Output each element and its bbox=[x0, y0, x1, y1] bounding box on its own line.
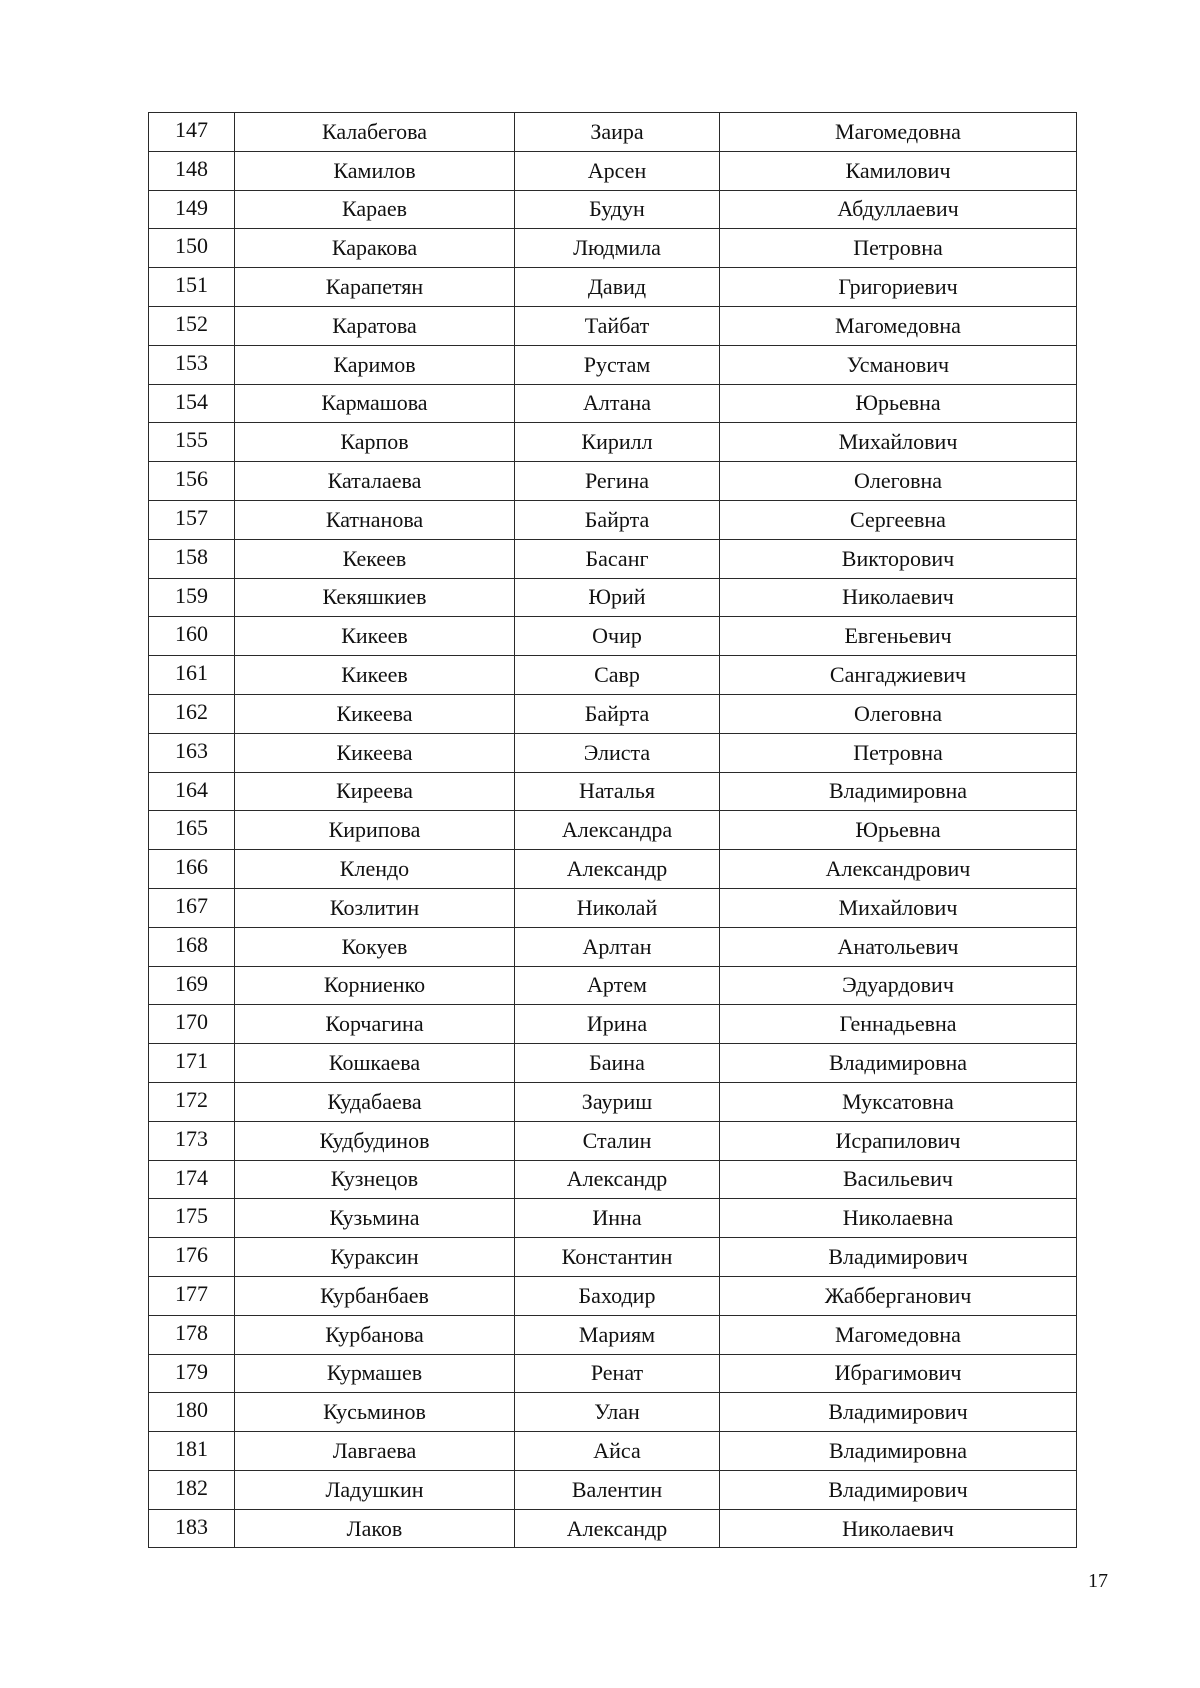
roster-table bbox=[148, 112, 1077, 1548]
first-name-cell: Артем bbox=[515, 966, 720, 1005]
last-name-cell: Козлитин bbox=[235, 888, 515, 927]
roster-table-body bbox=[149, 113, 1077, 1548]
row-number-cell: 164 bbox=[149, 772, 235, 811]
last-name-cell: Кекеев bbox=[235, 539, 515, 578]
table-row bbox=[149, 656, 1077, 695]
patronymic-cell: Николаевич bbox=[720, 578, 1077, 617]
patronymic-cell: Александрович bbox=[720, 850, 1077, 889]
row-number-cell: 175 bbox=[149, 1199, 235, 1238]
last-name-cell: Кусьминов bbox=[235, 1393, 515, 1432]
table-row bbox=[149, 1276, 1077, 1315]
row-number-cell: 148 bbox=[149, 151, 235, 190]
patronymic-cell: Викторович bbox=[720, 539, 1077, 578]
patronymic-cell: Петровна bbox=[720, 733, 1077, 772]
last-name-cell: Калабегова bbox=[235, 113, 515, 152]
last-name-cell: Караев bbox=[235, 190, 515, 229]
last-name-cell: Каталаева bbox=[235, 462, 515, 501]
row-number-cell: 154 bbox=[149, 384, 235, 423]
table-row bbox=[149, 811, 1077, 850]
first-name-cell: Рустам bbox=[515, 345, 720, 384]
first-name-cell: Александр bbox=[515, 850, 720, 889]
table-row bbox=[149, 1509, 1077, 1548]
first-name-cell: Баина bbox=[515, 1044, 720, 1083]
table-row bbox=[149, 1121, 1077, 1160]
last-name-cell: Кудбудинов bbox=[235, 1121, 515, 1160]
last-name-cell: Кикеева bbox=[235, 733, 515, 772]
first-name-cell: Ренат bbox=[515, 1354, 720, 1393]
first-name-cell: Алтана bbox=[515, 384, 720, 423]
last-name-cell: Кекяшкиев bbox=[235, 578, 515, 617]
table-row bbox=[149, 306, 1077, 345]
row-number-cell: 155 bbox=[149, 423, 235, 462]
patronymic-cell: Владимировна bbox=[720, 1432, 1077, 1471]
row-number-cell: 152 bbox=[149, 306, 235, 345]
patronymic-cell: Эдуардович bbox=[720, 966, 1077, 1005]
last-name-cell: Лаков bbox=[235, 1509, 515, 1548]
last-name-cell: Кокуев bbox=[235, 927, 515, 966]
patronymic-cell: Сергеевна bbox=[720, 500, 1077, 539]
row-number-cell: 156 bbox=[149, 462, 235, 501]
patronymic-cell: Магомедовна bbox=[720, 306, 1077, 345]
patronymic-cell: Магомедовна bbox=[720, 113, 1077, 152]
row-number-cell: 159 bbox=[149, 578, 235, 617]
first-name-cell: Наталья bbox=[515, 772, 720, 811]
row-number-cell: 147 bbox=[149, 113, 235, 152]
row-number-cell: 178 bbox=[149, 1315, 235, 1354]
patronymic-cell: Владимирович bbox=[720, 1393, 1077, 1432]
patronymic-cell: Ибрагимович bbox=[720, 1354, 1077, 1393]
patronymic-cell: Владимировна bbox=[720, 772, 1077, 811]
patronymic-cell: Геннадьевна bbox=[720, 1005, 1077, 1044]
last-name-cell: Кикеева bbox=[235, 694, 515, 733]
first-name-cell: Николай bbox=[515, 888, 720, 927]
patronymic-cell: Владимирович bbox=[720, 1238, 1077, 1277]
table-row bbox=[149, 1238, 1077, 1277]
first-name-cell: Ирина bbox=[515, 1005, 720, 1044]
table-row bbox=[149, 1044, 1077, 1083]
last-name-cell: Кошкаева bbox=[235, 1044, 515, 1083]
patronymic-cell: Васильевич bbox=[720, 1160, 1077, 1199]
row-number-cell: 170 bbox=[149, 1005, 235, 1044]
table-row bbox=[149, 1160, 1077, 1199]
row-number-cell: 160 bbox=[149, 617, 235, 656]
table-row bbox=[149, 1315, 1077, 1354]
table-row bbox=[149, 462, 1077, 501]
patronymic-cell: Евгеньевич bbox=[720, 617, 1077, 656]
row-number-cell: 161 bbox=[149, 656, 235, 695]
patronymic-cell: Жабберганович bbox=[720, 1276, 1077, 1315]
row-number-cell: 153 bbox=[149, 345, 235, 384]
last-name-cell: Клендо bbox=[235, 850, 515, 889]
last-name-cell: Киреева bbox=[235, 772, 515, 811]
last-name-cell: Курмашев bbox=[235, 1354, 515, 1393]
first-name-cell: Басанг bbox=[515, 539, 720, 578]
first-name-cell: Мариям bbox=[515, 1315, 720, 1354]
last-name-cell: Каратова bbox=[235, 306, 515, 345]
patronymic-cell: Владимирович bbox=[720, 1470, 1077, 1509]
table-row bbox=[149, 229, 1077, 268]
last-name-cell: Корчагина bbox=[235, 1005, 515, 1044]
first-name-cell: Александр bbox=[515, 1509, 720, 1548]
first-name-cell: Арсен bbox=[515, 151, 720, 190]
patronymic-cell: Анатольевич bbox=[720, 927, 1077, 966]
table-row bbox=[149, 966, 1077, 1005]
table-row bbox=[149, 113, 1077, 152]
table-row bbox=[149, 1005, 1077, 1044]
last-name-cell: Каримов bbox=[235, 345, 515, 384]
last-name-cell: Курбанова bbox=[235, 1315, 515, 1354]
patronymic-cell: Владимировна bbox=[720, 1044, 1077, 1083]
page-number: 17 bbox=[1088, 1570, 1108, 1592]
patronymic-cell: Сангаджиевич bbox=[720, 656, 1077, 695]
patronymic-cell: Николаевич bbox=[720, 1509, 1077, 1548]
last-name-cell: Карпов bbox=[235, 423, 515, 462]
row-number-cell: 174 bbox=[149, 1160, 235, 1199]
row-number-cell: 169 bbox=[149, 966, 235, 1005]
table-row bbox=[149, 1432, 1077, 1471]
table-row bbox=[149, 268, 1077, 307]
row-number-cell: 162 bbox=[149, 694, 235, 733]
row-number-cell: 177 bbox=[149, 1276, 235, 1315]
patronymic-cell: Николаевна bbox=[720, 1199, 1077, 1238]
table-row bbox=[149, 850, 1077, 889]
row-number-cell: 180 bbox=[149, 1393, 235, 1432]
last-name-cell: Корниенко bbox=[235, 966, 515, 1005]
row-number-cell: 165 bbox=[149, 811, 235, 850]
table-row bbox=[149, 539, 1077, 578]
row-number-cell: 167 bbox=[149, 888, 235, 927]
table-row bbox=[149, 578, 1077, 617]
patronymic-cell: Камилович bbox=[720, 151, 1077, 190]
row-number-cell: 166 bbox=[149, 850, 235, 889]
first-name-cell: Регина bbox=[515, 462, 720, 501]
last-name-cell: Кузнецов bbox=[235, 1160, 515, 1199]
table-row bbox=[149, 927, 1077, 966]
patronymic-cell: Абдуллаевич bbox=[720, 190, 1077, 229]
last-name-cell: Кудабаева bbox=[235, 1082, 515, 1121]
row-number-cell: 182 bbox=[149, 1470, 235, 1509]
table-row bbox=[149, 384, 1077, 423]
patronymic-cell: Григориевич bbox=[720, 268, 1077, 307]
first-name-cell: Александра bbox=[515, 811, 720, 850]
patronymic-cell: Михайлович bbox=[720, 888, 1077, 927]
first-name-cell: Арлтан bbox=[515, 927, 720, 966]
table-row bbox=[149, 617, 1077, 656]
first-name-cell: Айса bbox=[515, 1432, 720, 1471]
row-number-cell: 172 bbox=[149, 1082, 235, 1121]
table-row bbox=[149, 1354, 1077, 1393]
patronymic-cell: Юрьевна bbox=[720, 811, 1077, 850]
first-name-cell: Давид bbox=[515, 268, 720, 307]
row-number-cell: 149 bbox=[149, 190, 235, 229]
first-name-cell: Юрий bbox=[515, 578, 720, 617]
first-name-cell: Валентин bbox=[515, 1470, 720, 1509]
first-name-cell: Зауриш bbox=[515, 1082, 720, 1121]
row-number-cell: 151 bbox=[149, 268, 235, 307]
row-number-cell: 158 bbox=[149, 539, 235, 578]
row-number-cell: 179 bbox=[149, 1354, 235, 1393]
first-name-cell: Заира bbox=[515, 113, 720, 152]
row-number-cell: 176 bbox=[149, 1238, 235, 1277]
last-name-cell: Катнанова bbox=[235, 500, 515, 539]
last-name-cell: Камилов bbox=[235, 151, 515, 190]
last-name-cell: Каракова bbox=[235, 229, 515, 268]
patronymic-cell: Петровна bbox=[720, 229, 1077, 268]
last-name-cell: Кирипова bbox=[235, 811, 515, 850]
row-number-cell: 150 bbox=[149, 229, 235, 268]
row-number-cell: 163 bbox=[149, 733, 235, 772]
table-row bbox=[149, 1393, 1077, 1432]
patronymic-cell: Магомедовна bbox=[720, 1315, 1077, 1354]
first-name-cell: Кирилл bbox=[515, 423, 720, 462]
patronymic-cell: Олеговна bbox=[720, 694, 1077, 733]
last-name-cell: Кикеев bbox=[235, 656, 515, 695]
first-name-cell: Сталин bbox=[515, 1121, 720, 1160]
table-row bbox=[149, 345, 1077, 384]
first-name-cell: Будун bbox=[515, 190, 720, 229]
table-row bbox=[149, 1082, 1077, 1121]
first-name-cell: Константин bbox=[515, 1238, 720, 1277]
last-name-cell: Ладушкин bbox=[235, 1470, 515, 1509]
table-row bbox=[149, 888, 1077, 927]
first-name-cell: Улан bbox=[515, 1393, 720, 1432]
first-name-cell: Тайбат bbox=[515, 306, 720, 345]
table-row bbox=[149, 151, 1077, 190]
first-name-cell: Байрта bbox=[515, 500, 720, 539]
first-name-cell: Савр bbox=[515, 656, 720, 695]
last-name-cell: Курбанбаев bbox=[235, 1276, 515, 1315]
row-number-cell: 181 bbox=[149, 1432, 235, 1471]
patronymic-cell: Юрьевна bbox=[720, 384, 1077, 423]
table-row bbox=[149, 500, 1077, 539]
first-name-cell: Очир bbox=[515, 617, 720, 656]
first-name-cell: Александр bbox=[515, 1160, 720, 1199]
first-name-cell: Баходир bbox=[515, 1276, 720, 1315]
patronymic-cell: Олеговна bbox=[720, 462, 1077, 501]
row-number-cell: 157 bbox=[149, 500, 235, 539]
patronymic-cell: Михайлович bbox=[720, 423, 1077, 462]
first-name-cell: Байрта bbox=[515, 694, 720, 733]
last-name-cell: Лавгаева bbox=[235, 1432, 515, 1471]
table-row bbox=[149, 772, 1077, 811]
last-name-cell: Кураксин bbox=[235, 1238, 515, 1277]
row-number-cell: 171 bbox=[149, 1044, 235, 1083]
first-name-cell: Людмила bbox=[515, 229, 720, 268]
first-name-cell: Инна bbox=[515, 1199, 720, 1238]
patronymic-cell: Исрапилович bbox=[720, 1121, 1077, 1160]
patronymic-cell: Усманович bbox=[720, 345, 1077, 384]
last-name-cell: Кузьмина bbox=[235, 1199, 515, 1238]
table-row bbox=[149, 190, 1077, 229]
last-name-cell: Кармашова bbox=[235, 384, 515, 423]
first-name-cell: Элиста bbox=[515, 733, 720, 772]
row-number-cell: 168 bbox=[149, 927, 235, 966]
patronymic-cell: Муксатовна bbox=[720, 1082, 1077, 1121]
last-name-cell: Кикеев bbox=[235, 617, 515, 656]
table-row bbox=[149, 423, 1077, 462]
table-row bbox=[149, 694, 1077, 733]
row-number-cell: 183 bbox=[149, 1509, 235, 1548]
row-number-cell: 173 bbox=[149, 1121, 235, 1160]
table-row bbox=[149, 1199, 1077, 1238]
table-row bbox=[149, 1470, 1077, 1509]
table-row bbox=[149, 733, 1077, 772]
last-name-cell: Карапетян bbox=[235, 268, 515, 307]
